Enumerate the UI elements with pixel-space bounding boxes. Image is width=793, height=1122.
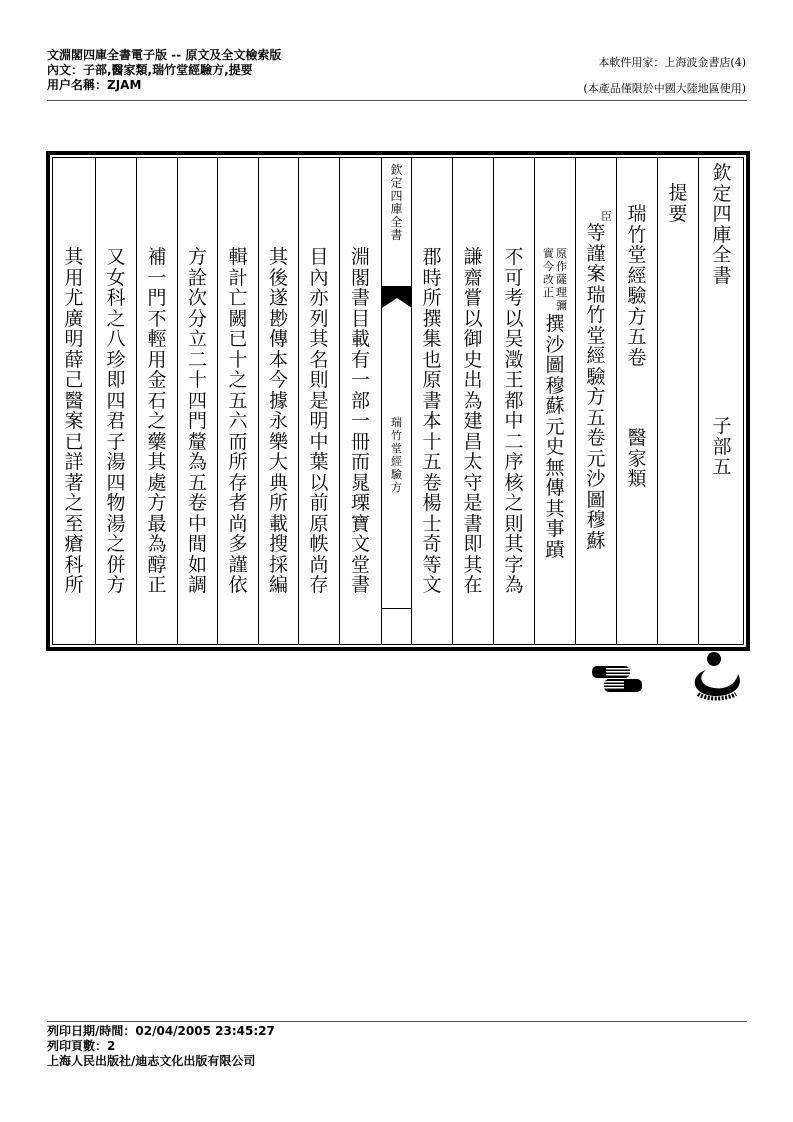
text-column-9 — [339, 158, 381, 644]
text-line: 等 謹 案 瑞 竹 堂 經 驗 方 五 卷 元 沙 圖 穆 蘇 — [586, 222, 606, 552]
column-title: 欽 定 四 庫 全 書 — [712, 162, 732, 287]
text-column-6 — [493, 158, 534, 644]
fishtail-mark-icon — [382, 286, 411, 308]
text-column-15 — [95, 158, 136, 644]
column-section: 子 部 五 — [712, 415, 732, 478]
column-subject-marker: 臣 — [601, 210, 612, 223]
text-column-4 — [575, 158, 616, 644]
header-divider — [47, 100, 747, 101]
header-content-path: 內文：子部,醫家類,瑞竹堂經驗方,提要 — [47, 63, 253, 77]
text-line: 撰 沙 圖 穆 蘇 元 史 無 傳 其 事 蹟 — [545, 313, 565, 561]
print-page-count: 列印頁數：2 — [47, 1039, 116, 1053]
publisher-credit: 上海人民出版社/迪志文化出版有限公司 — [47, 1054, 256, 1068]
text-line: 方 詮 次 分 立 二 十 四 門 釐 為 五 卷 中 間 如 調 — [187, 246, 207, 596]
header-right — [583, 50, 746, 102]
text-line: 不 可 考 以 吴 澂 王 都 中 二 序 核 之 則 其 字 為 — [504, 246, 524, 596]
text-line: 目 內 亦 列 其 名 則 是 明 中 葉 以 前 原 帙 尚 存 — [309, 246, 329, 596]
interlinear-note — [535, 247, 575, 312]
page-frame — [46, 151, 750, 651]
publisher-logo-swirl-icon — [686, 650, 744, 702]
text-column-12 — [217, 158, 258, 644]
strip-foot-rule — [382, 608, 411, 609]
text-line: 郡 時 所 撰 集 也 原 書 本 十 五 卷 楊 士 奇 等 文 — [422, 246, 442, 596]
book-category: 醫 家 類 — [627, 427, 647, 490]
text-column-16 — [52, 158, 95, 644]
text-line: 輯 計 亡 闕 已 十 之 五 六 而 所 存 者 尚 多 謹 依 — [228, 246, 248, 596]
strip-book-title: 瑞 竹 堂 經 驗 方 — [391, 416, 402, 494]
header-licensee: 本軟件用家：上海波金書店(4) — [598, 56, 746, 69]
footer — [47, 1024, 275, 1069]
text-line: 其 後 遂 尠 傳 本 今 據 永 樂 大 典 所 載 搜 採 編 — [268, 246, 288, 596]
text-column-7 — [452, 158, 493, 644]
publisher-logo-s-icon — [592, 662, 644, 694]
footer-divider — [47, 1021, 747, 1022]
text-column-10 — [298, 158, 339, 644]
text-line: 其 用 尤 廣 明 薛 己 醫 案 已 詳 著 之 至 瘡 科 所 — [64, 246, 84, 596]
text-column-5 — [534, 158, 575, 644]
text-column-1 — [698, 158, 745, 644]
center-strip — [381, 158, 411, 644]
text-line: 補 一 門 不 輕 用 金 石 之 藥 其 處 方 最 為 醇 正 — [147, 246, 167, 596]
print-datetime: 列印日期/時間：02/04/2005 23:45:27 — [47, 1024, 275, 1038]
header-region-notice: (本產品僅限於中國大陸地區使用) — [583, 82, 746, 95]
note-right: 原 作 薩 理 彌 — [556, 247, 567, 312]
text-column-3 — [616, 158, 657, 644]
book-title: 瑞 竹 堂 經 驗 方 五 卷 — [627, 203, 647, 369]
header-left — [47, 48, 281, 93]
header-title: 文淵閣四庫全書電子版 -- 原文及全文檢索版 — [47, 48, 282, 62]
strip-title: 欽 定 四 庫 全 書 — [390, 163, 403, 242]
text-line: 謙 齋 嘗 以 御 史 出 為 建 昌 太 守 是 書 即 其 在 — [463, 246, 483, 596]
text-column-11 — [258, 158, 298, 644]
note-left: 實 今 改 正 — [543, 247, 554, 299]
header-username: 用户名稱：ZJAM — [47, 78, 142, 92]
text-column-13 — [177, 158, 217, 644]
text-column-2 — [657, 158, 698, 644]
page-inner-frame — [52, 157, 744, 645]
column-heading: 提 要 — [668, 182, 688, 225]
text-line: 淵 閣 書 目 載 有 一 部 一 冊 而 晁 瑮 寶 文 堂 書 — [350, 246, 370, 596]
text-line: 又 女 科 之 八 珍 即 四 君 子 湯 四 物 湯 之 併 方 — [106, 246, 126, 596]
text-column-8 — [411, 158, 452, 644]
text-column-14 — [136, 158, 177, 644]
